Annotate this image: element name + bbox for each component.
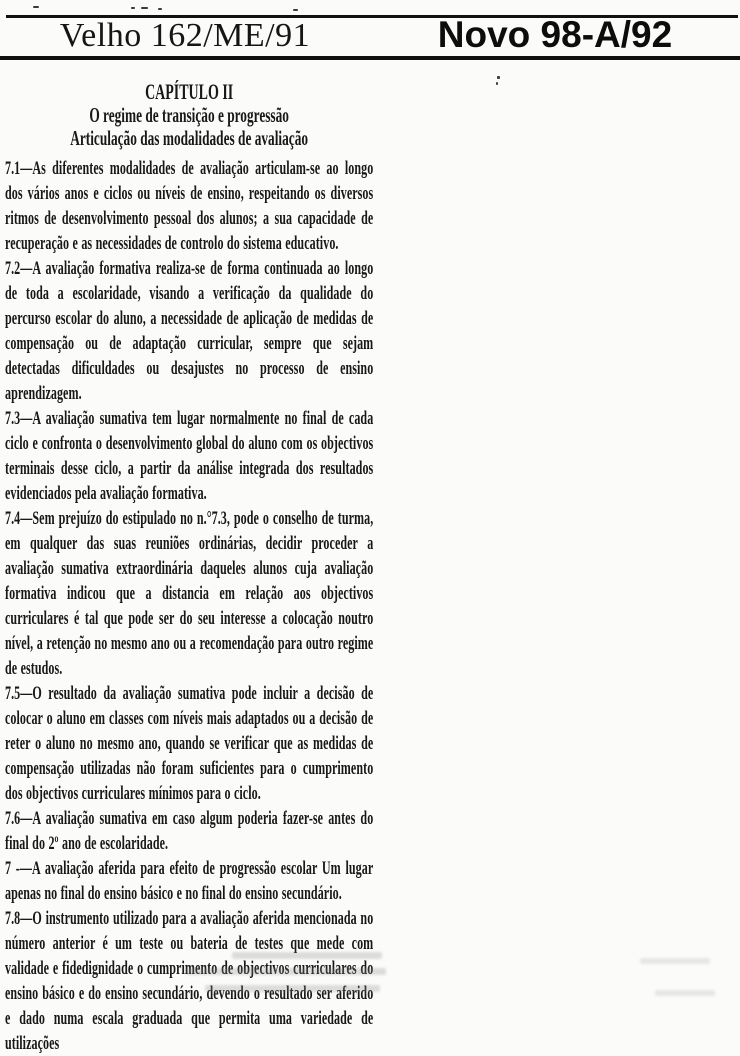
scan-speck [497,76,500,79]
chapter-subtitle-articulacao: Articulação das modalidades de avaliação [70,126,309,150]
paragraph-7-1: 7.1—As diferentes modalidades de avaliação articulam-se ao longo dos vários anos e ciclos ou níveis de ensino, respeitando os diversos ritmos de desenvolvimento pessoal dos alunos; a sua capacidade de recuperação e as necessidades de controlo do sistema educativo. [5,158,374,254]
header-new-decree-title: Novo 98-A/92 [437,14,673,55]
header-bottom-rule [0,56,740,60]
bleedthrough-artifact [186,968,386,975]
chapter-heading: CAPÍTULO II [145,79,234,104]
paragraph-7-2: 7.2—A avaliação formativa realiza-se de forma continuada ao longo de toda a escolaridade, visando a verificação da qualidade do percurso escolar do aluno, a necessidade de aplicação de medidas de compensação ou de adaptação curricular, sempre que sejam detectadas dificuldades ou desajustes no processo de ensino aprendizagem. [5,258,374,404]
chapter-subtitle-regime: O regime de transição e progressão [89,103,289,127]
paragraph-7-3: 7.3—A avaliação sumativa tem lugar normalmente no final de cada ciclo e confronta o desenvolvimento global do aluno com os objectivos terminais desse ciclo, a partir da análise integrada dos resultados evidenciados pela avaliação formativa. [5,408,374,504]
scan-speck [141,7,148,9]
bleedthrough-artifact [205,985,380,992]
scan-speck [496,82,498,85]
paragraph-7-8: 7.8—O instrumento utilizado para a avaliação aferida mencionada no número anterior é um teste ou bateria de testes que mede com validade e fidedignidade o cumprimento de objectivos curriculares do ensino básico e do ensino secundário, devendo o resultado ser aferido e dado numa escala graduada que permita uma variedade de utilizações [5,908,374,1054]
paragraph-7-7: 7 -—A avaliação aferida para efeito de progressão escolar Um lugar apenas no final do ensino básico e no final do ensino secundário. [5,858,374,904]
header-old-decree-title: Velho 162/ME/91 [59,17,311,54]
scan-speck [131,7,135,9]
bleedthrough-artifact [232,952,382,959]
bleedthrough-artifact [655,990,715,996]
scan-speck [158,8,162,10]
scan-speck [293,9,298,11]
scan-speck [33,6,39,8]
document-text-column [5,80,373,1056]
bleedthrough-artifact [640,958,710,964]
paragraph-7-6: 7.6—A avaliação sumativa em caso algum poderia fazer-se antes do final do 2º ano de escolaridade. [5,808,374,854]
paragraph-7-5: 7.5—O resultado da avaliação sumativa pode incluir a decisão de colocar o aluno em classes com níveis mais adaptados ou a decisão de reter o aluno no mesmo ano, quando se verificar que as medidas de compensação utilizadas não foram suficientes para o cumprimento dos objectivos curriculares mínimos para o ciclo. [5,683,374,804]
paragraph-7-4: 7.4—Sem prejuízo do estipulado no n.°7.3, pode o conselho de turma, em qualquer das suas reuniões ordinárias, decidir proceder a avaliação sumativa extraordinária daqueles alunos cuja avaliação formativa indicou que a distancia em relação aos objectivos curriculares é tal que pode ser do seu interesse a colocação noutro nível, a retenção no mesmo ano ou a recomendação para outro regime de estudos. [5,508,374,679]
